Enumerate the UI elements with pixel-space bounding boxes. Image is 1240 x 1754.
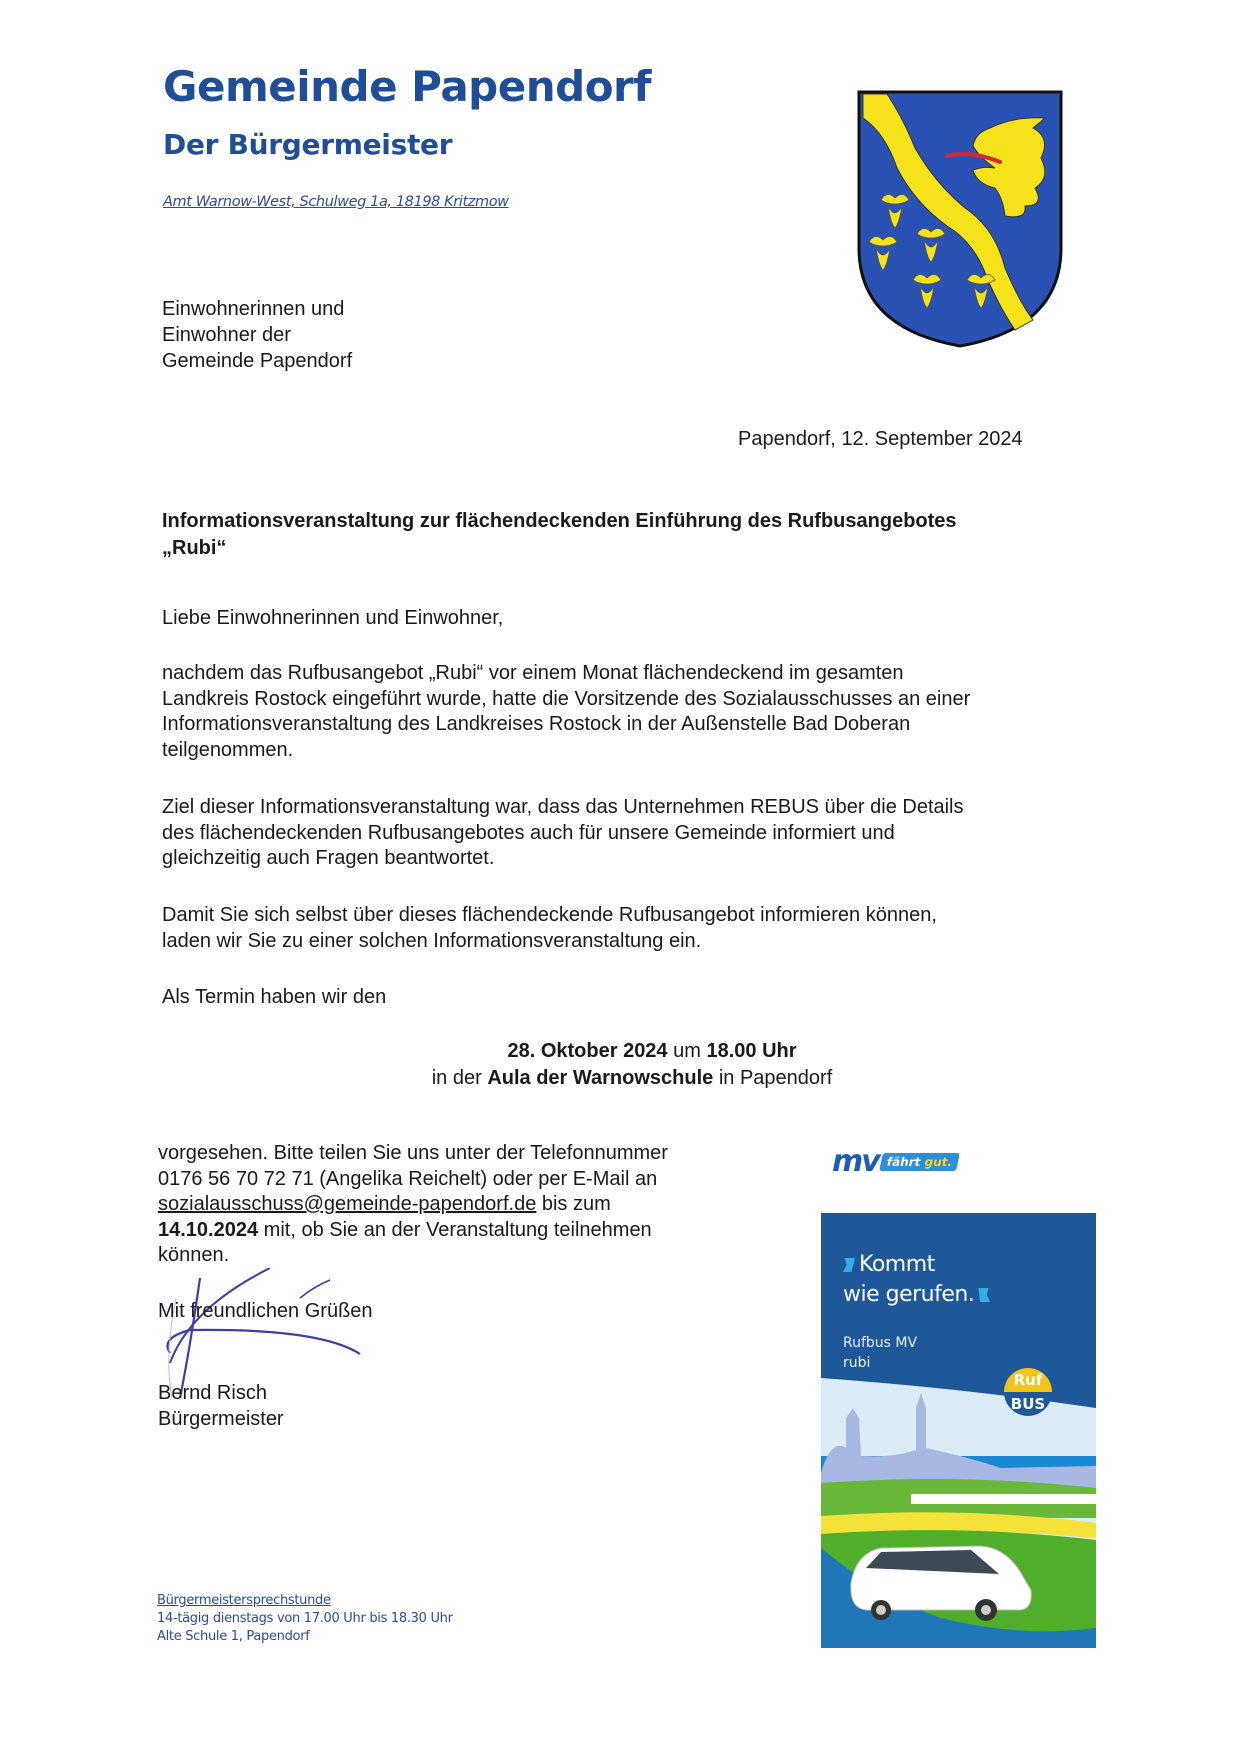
rufbus-badge bbox=[1004, 1368, 1052, 1416]
rufbus-flyer-image bbox=[821, 1213, 1096, 1648]
rufbus-badge-bottom: BUS bbox=[1004, 1392, 1052, 1416]
recipient-line: Gemeinde Papendorf bbox=[162, 350, 353, 372]
closing-phrase: Mit freundlichen Grüßen bbox=[158, 1300, 373, 1322]
office-title: Der Bürgermeister bbox=[163, 128, 453, 161]
mv-faehrt-gut-logo bbox=[832, 1144, 958, 1179]
paragraph-date-intro bbox=[162, 985, 1102, 1011]
paragraph-line: des flächendeckenden Rufbusangebotes auch für unsere Gemeinde informiert und bbox=[162, 821, 895, 844]
reply-line: mit, ob Sie an der Veranstaltung teilnehmen bbox=[258, 1218, 652, 1241]
chevron-left-icon bbox=[978, 1288, 990, 1302]
paragraph-line: gleichzeitig auch Fragen beantwortet. bbox=[162, 847, 495, 869]
rufbus-badge-top: Ruf bbox=[1004, 1368, 1052, 1392]
paragraph-line: Damit Sie sich selbst über dieses flächendeckende Rufbusangebot informieren können, bbox=[162, 904, 937, 926]
chevron-right-icon bbox=[843, 1258, 855, 1272]
coat-of-arms-icon bbox=[855, 88, 1065, 350]
subject-text: „Rubi“ bbox=[162, 537, 227, 559]
office-hours-footer bbox=[157, 1592, 453, 1646]
paragraph-goal bbox=[162, 795, 1102, 872]
letter-date: Papendorf, 12. September 2024 bbox=[738, 428, 1023, 450]
flyer-subtitle-line: Rufbus MV bbox=[843, 1335, 918, 1351]
flyer-headline-line: wie gerufen. bbox=[843, 1282, 975, 1307]
paragraph-line: Landkreis Rostock eingeführt wurde, hatte die Vorsitzende des Sozialausschusses an einer bbox=[162, 687, 971, 710]
signer-block bbox=[158, 1380, 284, 1432]
event-venue: Aula der Warnowschule bbox=[487, 1067, 714, 1089]
flyer-headline-line: Kommt bbox=[859, 1252, 935, 1277]
paragraph-line: Als Termin haben wir den bbox=[162, 986, 387, 1008]
event-at: um bbox=[667, 1040, 707, 1062]
flyer-subtitle bbox=[843, 1333, 917, 1373]
paragraph-line: Informationsveranstaltung des Landkreises Rostock in der Außenstelle Bad Doberan bbox=[162, 713, 911, 735]
recipient-line: Einwohner der bbox=[162, 324, 291, 346]
flyer-headline bbox=[843, 1250, 990, 1310]
reply-paragraph bbox=[158, 1141, 668, 1269]
paragraph-line: Ziel dieser Informationsveranstaltung war, dass das Unternehmen REBUS über die Details bbox=[162, 796, 964, 818]
paragraph-line: laden wir Sie zu einer solchen Informationsveranstaltung ein. bbox=[162, 929, 702, 952]
flyer-illustration bbox=[821, 1378, 1096, 1648]
signer-name: Bernd Risch bbox=[158, 1382, 267, 1404]
paragraph-line: teilgenommen. bbox=[162, 738, 294, 761]
reply-phone-line: 0176 56 70 72 71 (Angelika Reichelt) oder per E-Mail an bbox=[158, 1167, 658, 1190]
email-link[interactable]: sozialausschuss@gemeinde-papendorf.de bbox=[158, 1193, 537, 1215]
event-details bbox=[162, 1038, 1102, 1092]
mv-pill-text-accent: gut. bbox=[923, 1155, 954, 1169]
organization-name: Gemeinde Papendorf bbox=[163, 62, 652, 111]
office-hours-schedule: 14-tägig dienstags von 17.00 Uhr bis 18.30 Uhr bbox=[157, 1611, 453, 1626]
office-hours-location: Alte Schule 1, Papendorf bbox=[157, 1629, 310, 1644]
mv-logo-pill bbox=[879, 1153, 960, 1171]
office-hours-heading: Bürgermeistersprechstunde bbox=[157, 1593, 331, 1608]
return-address: Amt Warnow-West, Schulweg 1a, 18198 Kritzmow bbox=[163, 194, 509, 210]
event-date: 28. Oktober 2024 bbox=[507, 1040, 668, 1062]
reply-line: können. bbox=[158, 1244, 230, 1266]
reply-line: vorgesehen. Bitte teilen Sie uns unter der Telefonnummer bbox=[158, 1142, 668, 1164]
recipient-line: Einwohnerinnen und bbox=[162, 298, 345, 320]
event-time: 18.00 Uhr bbox=[706, 1040, 797, 1062]
subject-line bbox=[162, 508, 1102, 562]
subject-text: Informationsveranstaltung zur flächendeckenden Einführung des Rufbusangebotes bbox=[162, 510, 957, 532]
paragraph-line: nachdem das Rufbusangebot „Rubi“ vor einem Monat flächendeckend im gesamten bbox=[162, 662, 904, 684]
recipient-address bbox=[162, 296, 352, 374]
salutation: Liebe Einwohnerinnen und Einwohner, bbox=[162, 607, 504, 629]
reply-deadline: 14.10.2024 bbox=[158, 1218, 259, 1241]
reply-line: bis zum bbox=[536, 1193, 611, 1215]
event-venue-suffix: in Papendorf bbox=[713, 1067, 833, 1089]
mv-pill-text: fährt bbox=[885, 1155, 927, 1169]
flyer-subtitle-line: rubi bbox=[843, 1355, 871, 1371]
paragraph-intro bbox=[162, 661, 1102, 763]
event-venue-prefix: in der bbox=[431, 1067, 488, 1089]
paragraph-invitation bbox=[162, 903, 1102, 954]
signer-title: Bürgermeister bbox=[158, 1408, 284, 1430]
mv-logo-text: mv bbox=[832, 1144, 879, 1179]
